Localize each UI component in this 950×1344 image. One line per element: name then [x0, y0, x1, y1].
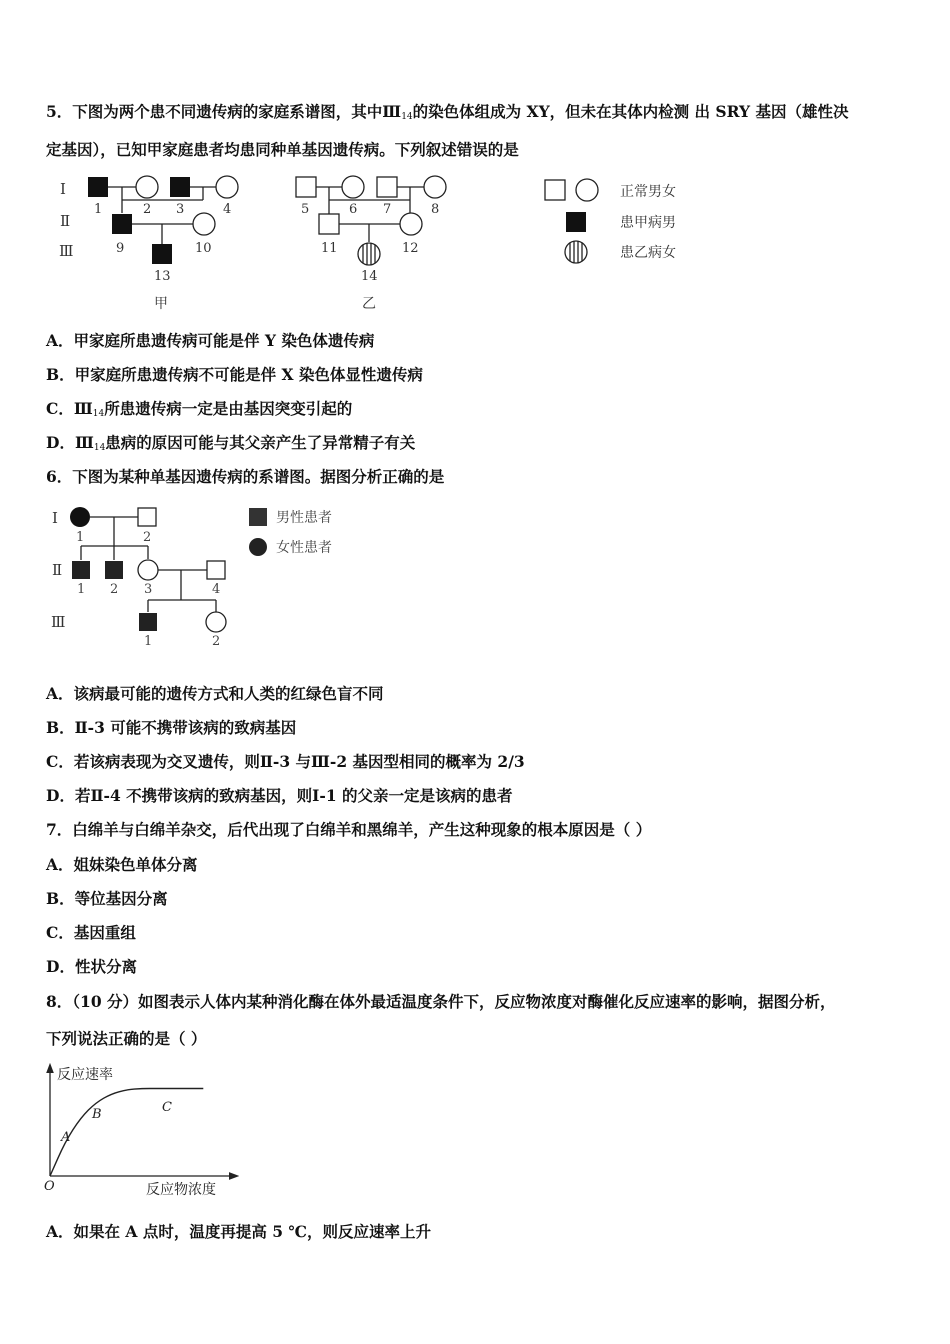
q5-gen-label: Ⅲ: [59, 242, 74, 260]
q8-origin-label: O: [44, 1179, 55, 1194]
q5-yi-I8-normal-female: [424, 176, 446, 198]
q5-pedigree-figure: [50, 170, 710, 320]
q5-jia-number: 1: [94, 202, 103, 217]
q6-number: 2: [212, 634, 221, 649]
q5-legend-normal-male-icon: [545, 180, 565, 200]
q5-yi-number: 7: [383, 202, 392, 217]
q5-legend-affected-male-icon: [566, 212, 586, 232]
q8-stem-line1: 8．（10 分）如图表示人体内某种消化酶在体外最适温度条件下，反应物浓度对酶催化反应速率的影响，据图分析，: [46, 992, 836, 1011]
q6-I2-normal-male: [138, 508, 156, 526]
q5-gen-label: Ⅱ: [60, 212, 71, 230]
q6-I1-affected-female: [70, 507, 90, 527]
q5-jia-II9-affected-male: [112, 214, 132, 234]
q5-caption-yi: 乙: [362, 296, 376, 312]
q6-II2-affected-male: [105, 561, 123, 579]
q5-jia-number: 10: [195, 241, 212, 256]
q6-legend-label: 女性患者: [276, 540, 332, 556]
q5-yi-number: 14: [361, 269, 378, 284]
q5-jia-number: 4: [223, 202, 232, 217]
q6-number: 1: [77, 582, 86, 597]
q6-gen-label: Ⅰ: [52, 509, 58, 527]
q6-number: 1: [76, 530, 85, 545]
q5-legend-label: 患甲病男: [620, 215, 676, 231]
q6-option-d: D．若Ⅱ-4 不携带该病的致病基因，则Ⅰ-1 的父亲一定是该病的患者: [46, 786, 513, 805]
q5-yi-II12-normal-female: [400, 213, 422, 235]
q6-II1-affected-male: [72, 561, 90, 579]
q8-stem-line2: 下列说法正确的是（ ）: [46, 1029, 207, 1048]
q6-gen-label: Ⅲ: [51, 613, 66, 631]
q5-yi-number: 5: [301, 202, 310, 217]
q5-number: 5．: [46, 102, 73, 121]
q5-yi-I6-normal-female: [342, 176, 364, 198]
q8-y-axis-label: 反应速率: [57, 1067, 113, 1083]
q6-number: 2: [143, 530, 152, 545]
q5-option-a: A．甲家庭所患遗传病可能是伴 Y 染色体遗传病: [46, 331, 375, 350]
q5-stem-line1: 5．下图为两个患不同遗传病的家庭系谱图，其中$Ⅲ_{14}$的染色体组成为 XY，但未在其体内检测 出 SRY 基因（雄性决: [46, 102, 849, 122]
q6-number: 4: [212, 582, 221, 597]
q7-option-a: A．姐妹染色单体分离: [46, 855, 198, 874]
q5-yi-II11-normal-male: [319, 214, 339, 234]
q5-jia-number: 9: [116, 241, 125, 256]
q6-number: 3: [144, 582, 153, 597]
q7-option-b: B．等位基因分离: [46, 889, 168, 908]
q6-legend-label: 男性患者: [276, 510, 332, 526]
q5-yi-number: 8: [431, 202, 440, 217]
q8-option-a: A．如果在 A 点时，温度再提高 5 ℃，则反应速率上升: [46, 1222, 432, 1241]
q6-legend-female-icon: [249, 538, 267, 556]
q5-jia-number: 2: [143, 202, 152, 217]
q5-jia-I1-affected-male: [88, 177, 108, 197]
q5-jia-II10-normal-female: [193, 213, 215, 235]
q5-yi-number: 6: [349, 202, 358, 217]
q6-II4-normal-male: [207, 561, 225, 579]
q5-yi-I7-normal-male: [377, 177, 397, 197]
q5-jia-I3-affected-male: [170, 177, 190, 197]
q6-II3-normal-female: [138, 560, 158, 580]
q5-option-c: C．$Ⅲ_{14}$所患遗传病一定是由基因突变引起的: [46, 399, 353, 419]
q8-point-label-a: A: [61, 1130, 71, 1145]
q6-option-c: C．若该病表现为交叉遗传，则Ⅱ-3 与Ⅲ-2 基因型相同的概率为 2/3: [46, 752, 525, 771]
q5-option-d: D．$Ⅲ_{14}$患病的原因可能与其父亲产生了异常精子有关: [46, 433, 416, 453]
q6-gen-label: Ⅱ: [52, 561, 63, 579]
q5-jia-number: 13: [154, 269, 171, 284]
q5-caption-jia: 甲: [154, 296, 168, 312]
q5-yi-number: 11: [321, 241, 338, 256]
q7-option-d: D．性状分离: [46, 957, 137, 976]
q8-x-axis-label: 反应物浓度: [146, 1182, 216, 1198]
q8-rate-curve: [50, 1089, 203, 1177]
q5-jia-number: 3: [176, 202, 185, 217]
q6-legend-male-icon: [249, 508, 267, 526]
q5-legend-label: 患乙病女: [620, 245, 676, 261]
q5-jia-III13-affected-male: [152, 244, 172, 264]
q6-stem: 6．下图为某种单基因遗传病的系谱图。据图分析正确的是: [46, 467, 445, 486]
q6-option-a: A．该病最可能的遗传方式和人类的红绿色盲不同: [46, 684, 384, 703]
q5-yi-III14-affected-female: [358, 243, 380, 265]
q8-reaction-rate-chart: [38, 1058, 248, 1202]
q5-gen-label: Ⅰ: [60, 180, 66, 198]
q8-point-label-c: C: [162, 1100, 172, 1115]
q8-point-label-b: B: [92, 1107, 102, 1122]
q5-legend-affected-female-icon: [565, 241, 587, 263]
q5-yi-I5-normal-male: [296, 177, 316, 197]
q6-III1-affected-male: [139, 613, 157, 631]
q5-yi-number: 12: [402, 241, 419, 256]
q7-option-c: C．基因重组: [46, 923, 136, 942]
q7-stem: 7．白绵羊与白绵羊杂交，后代出现了白绵羊和黑绵羊，产生这种现象的根本原因是（ ）: [46, 820, 652, 839]
q5-jia-I2-normal-female: [136, 176, 158, 198]
q5-stem-line2: 定基因），已知甲家庭患者均患同种单基因遗传病。下列叙述错误的是: [46, 140, 519, 159]
q5-legend-normal-female-icon: [576, 179, 598, 201]
q6-option-b: B．Ⅱ-3 可能不携带该病的致病基因: [46, 718, 297, 737]
q5-jia-I4-normal-female: [216, 176, 238, 198]
q6-number: 1: [144, 634, 153, 649]
q6-number: 2: [110, 582, 119, 597]
q5-legend-label: 正常男女: [620, 184, 676, 200]
q6-pedigree-figure: [44, 500, 364, 660]
q5-option-b: B．甲家庭所患遗传病不可能是伴 X 染色体显性遗传病: [46, 365, 423, 384]
q6-III2-normal-female: [206, 612, 226, 632]
